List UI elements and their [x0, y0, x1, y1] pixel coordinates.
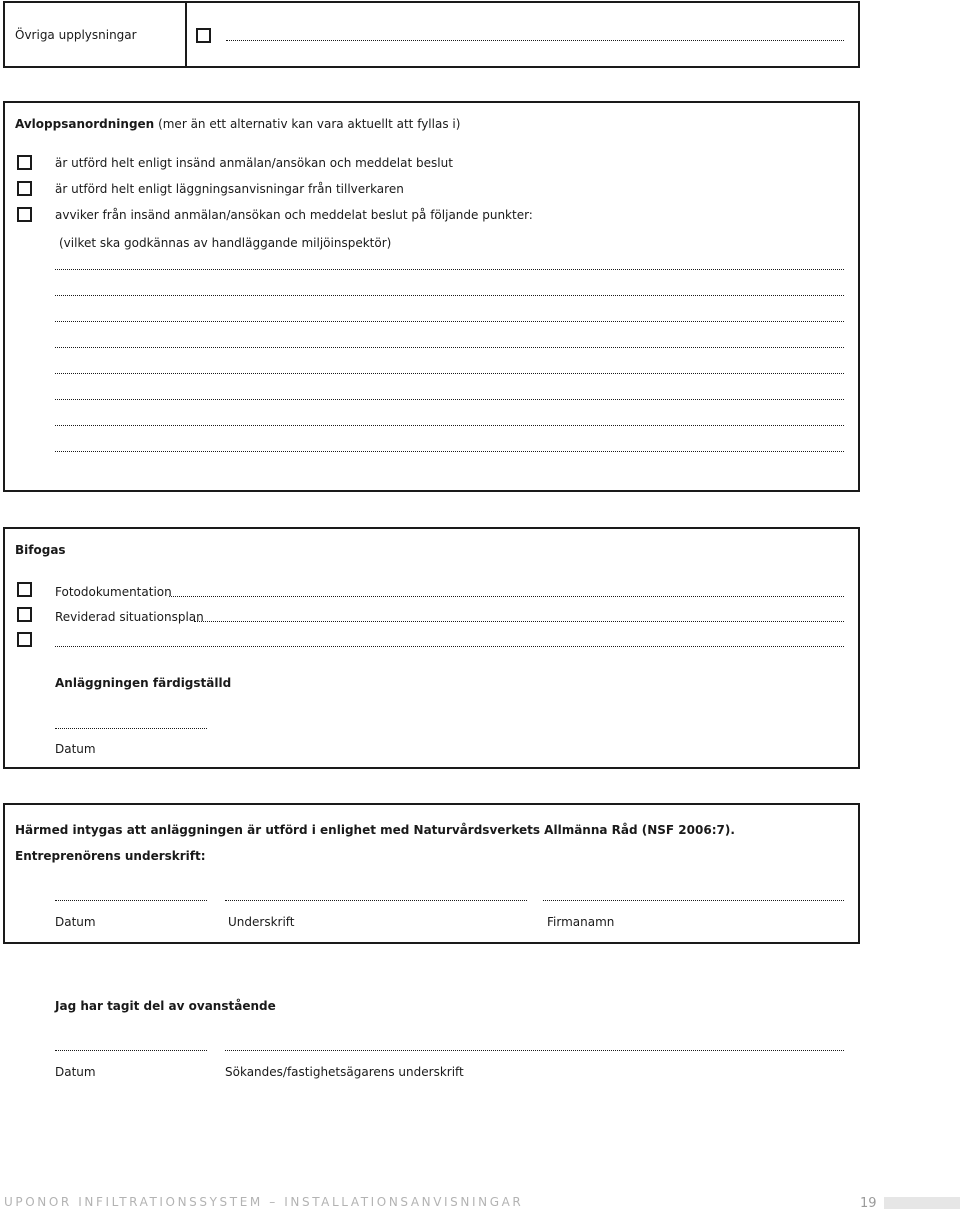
page-bar — [884, 1197, 960, 1209]
del-date-label: Datum — [55, 1065, 96, 1079]
avlopp-note: (vilket ska godkännas av handläggande miljöinspektör) — [59, 236, 392, 250]
completed-date-line[interactable] — [55, 728, 207, 729]
avlopp-line-2[interactable] — [55, 295, 844, 296]
avlopp-checkbox-3[interactable] — [17, 207, 32, 222]
avlopp-title-bold: Avloppsanordningen — [15, 117, 155, 131]
bifogas-line-1[interactable] — [169, 596, 844, 597]
ovriga-checkbox[interactable] — [196, 28, 211, 43]
avlopp-line-5[interactable] — [55, 373, 844, 374]
avlopp-title — [15, 117, 460, 131]
ovriga-label: Övriga upplysningar — [15, 28, 137, 42]
avlopp-line-6[interactable] — [55, 399, 844, 400]
bifogas-checkbox-1[interactable] — [17, 582, 32, 597]
bifogas-title: Bifogas — [15, 543, 66, 557]
del-date-line[interactable] — [55, 1050, 207, 1051]
bifogas-item-2: Reviderad situationsplan — [55, 610, 204, 624]
avlopp-option-1: är utförd helt enligt insänd anmälan/ansökan och meddelat beslut — [55, 156, 453, 170]
intyg-statement: Härmed intygas att anläggningen är utförd i enlighet med Naturvårdsverkets Allmänna Råd (NSF 2006:7). — [15, 823, 735, 837]
avlopp-option-3: avviker från insänd anmälan/ansökan och meddelat beslut på följande punkter: — [55, 208, 533, 222]
completed-date-label: Datum — [55, 742, 96, 756]
bifogas-checkbox-2[interactable] — [17, 607, 32, 622]
intyg-signature-label: Underskrift — [228, 915, 295, 929]
bifogas-box — [3, 527, 860, 769]
intyg-signature-line[interactable] — [225, 900, 527, 901]
intyg-company-line[interactable] — [543, 900, 844, 901]
del-signature-label: Sökandes/fastighetsägarens underskrift — [225, 1065, 464, 1079]
intyg-date-line[interactable] — [55, 900, 207, 901]
avlopp-line-1[interactable] — [55, 269, 844, 270]
avlopp-checkbox-2[interactable] — [17, 181, 32, 196]
bifogas-line-2[interactable] — [194, 621, 844, 622]
avlopp-line-3[interactable] — [55, 321, 844, 322]
avlopp-title-rest: (mer än ett alternativ kan vara aktuellt att fyllas i) — [158, 117, 461, 131]
footer-title: UPONOR INFILTRATIONSSYSTEM – INSTALLATIONSANVISNINGAR — [4, 1195, 524, 1209]
ovriga-dotted-line[interactable] — [226, 40, 844, 41]
intyg-signature-title: Entreprenörens underskrift: — [15, 849, 206, 863]
intyg-company-label: Firmanamn — [547, 915, 615, 929]
intyg-date-label: Datum — [55, 915, 96, 929]
avlopp-option-2: är utförd helt enligt läggningsanvisningar från tillverkaren — [55, 182, 404, 196]
ovriga-divider — [185, 1, 187, 68]
del-signature-line[interactable] — [225, 1050, 844, 1051]
bifogas-item-1: Fotodokumentation — [55, 585, 172, 599]
del-title: Jag har tagit del av ovanstående — [55, 999, 276, 1013]
page-number: 19 — [860, 1196, 877, 1211]
avlopp-line-4[interactable] — [55, 347, 844, 348]
avlopp-line-7[interactable] — [55, 425, 844, 426]
avlopp-line-8[interactable] — [55, 451, 844, 452]
avlopp-checkbox-1[interactable] — [17, 155, 32, 170]
bifogas-checkbox-3[interactable] — [17, 632, 32, 647]
bifogas-line-3[interactable] — [55, 646, 844, 647]
completed-title: Anläggningen färdigställd — [55, 676, 232, 690]
